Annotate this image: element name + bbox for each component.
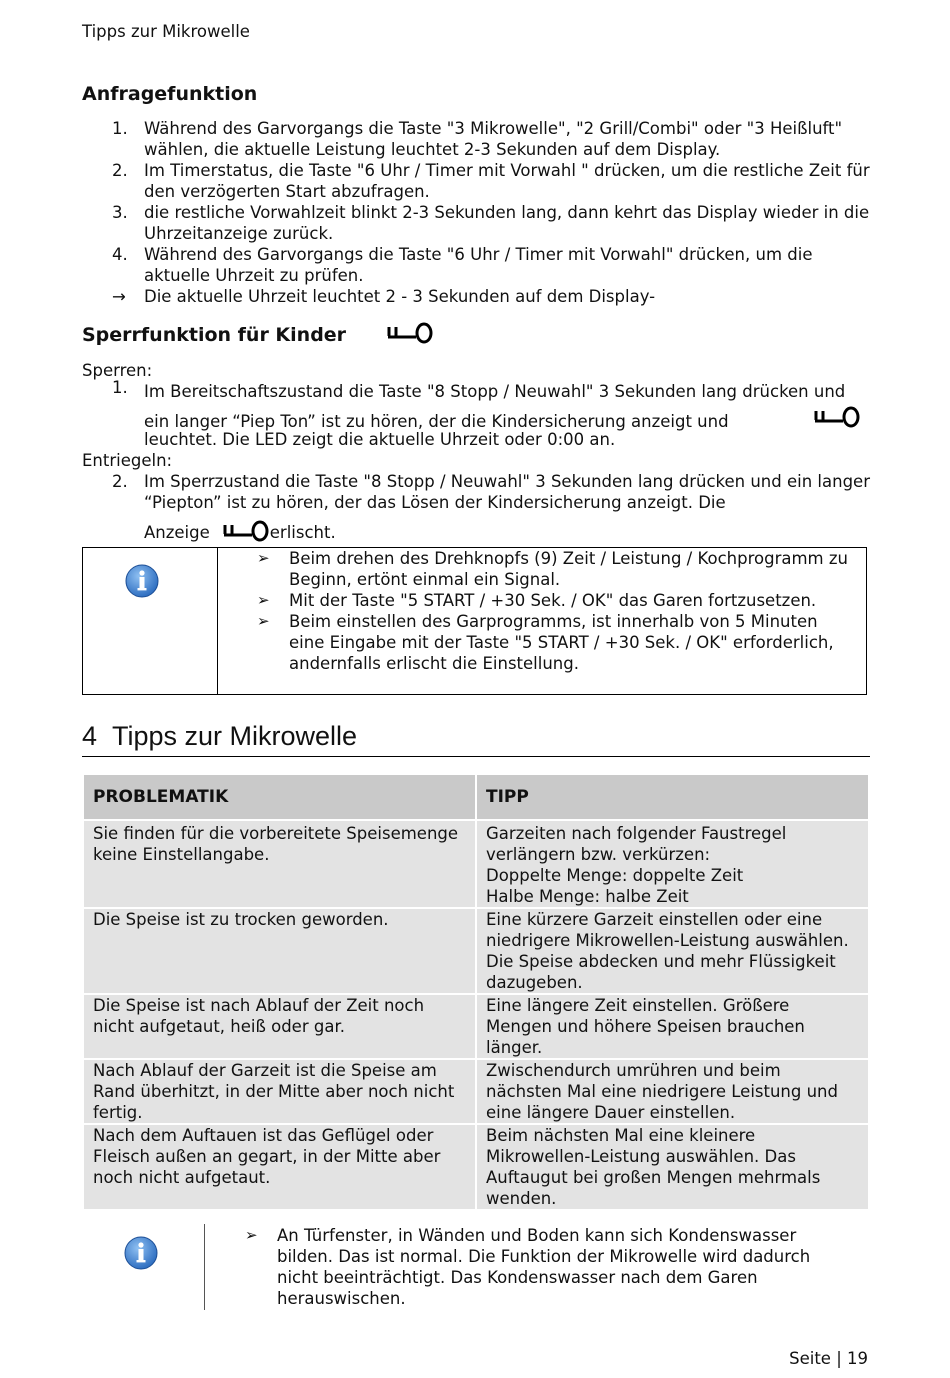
table-header-row [83, 774, 869, 820]
running-header: Tipps zur Mikrowelle [82, 22, 250, 41]
page-number: Seite | 19 [789, 1349, 868, 1368]
arrow-result-line: → Die aktuelle Uhrzeit leuchtet 2 - 3 Sekunden auf dem Display- [112, 287, 656, 306]
chapter-number: 4 [82, 721, 98, 751]
bullet-arrow-icon: ➢ [245, 1226, 258, 1244]
chapter-heading [82, 719, 870, 757]
problem-cell: Nach Ablauf der Garzeit ist die Speise am Rand überhitzt, in der Mitte aber noch nicht fertig. [83, 1059, 476, 1124]
table-row [83, 1124, 869, 1210]
tip-cell: Garzeiten nach folgender Faustregel verlängern bzw. verkürzen: Doppelte Menge: doppelte Zeit Halbe Menge: halbe Zeit [476, 820, 869, 908]
list-item: ➢ Beim einstellen des Garprogramms, ist innerhalb von 5 Minuten eine Eingabe mit der Taste "5 START / +30 Sek. / OK" erforderlich, andernfalls erlischt die Einstellung. [257, 612, 834, 673]
unlock-label: Entriegeln: [82, 451, 173, 470]
cell-divider [204, 1224, 205, 1310]
list-item: 2. Im Timerstatus, die Taste "6 Uhr / Timer mit Vorwahl " drücken, um die restliche Zeit für den verzögerten Start abzufragen. [112, 161, 870, 201]
condensation-note [82, 1224, 868, 1310]
tip-cell: Eine längere Zeit einstellen. Größere Mengen und höhere Speisen brauchen länger. [476, 994, 869, 1059]
list-item: ➢ An Türfenster, in Wänden und Boden kann sich Kondenswasser bilden. Das ist normal. Die Funktion der Mikrowelle wird dadurch nicht beeinträchtigt. Das Kondenswasser nach dem Garen herauswischen. [245, 1226, 811, 1308]
child-lock-section [82, 360, 872, 543]
problem-cell: Die Speise ist nach Ablauf der Zeit noch nicht aufgetaut, heiß oder gar. [83, 994, 476, 1059]
info-bullet-list [257, 548, 852, 674]
child-lock-key-icon [386, 322, 434, 344]
tip-cell: Beim nächsten Mal eine kleinere Mikrowellen-Leistung auswählen. Das Auftaugut bei großen Mengen mehrmals wenden. [476, 1124, 869, 1210]
condensation-bullet-list [245, 1225, 845, 1309]
bullet-arrow-icon: ➢ [257, 591, 270, 609]
problem-cell: Nach dem Auftauen ist das Geflügel oder Fleisch außen an gegart, in der Mitte aber noch nicht aufgetaut. [83, 1124, 476, 1210]
anfrage-steps-list [82, 118, 872, 307]
info-note-box [82, 547, 867, 695]
child-lock-key-icon [222, 520, 270, 542]
table-row [83, 820, 869, 908]
tips-table [82, 773, 870, 1211]
problem-cell: Sie finden für die vorbereitete Speisemenge keine Einstellangabe. [83, 820, 476, 908]
section-title-anfragefunktion: Anfragefunktion [82, 83, 258, 105]
section-title-sperrfunktion: Sperrfunktion für Kinder [82, 324, 347, 346]
list-item: ➢ Mit der Taste "5 START / +30 Sek. / OK" das Garen fortzusetzen. [257, 591, 817, 610]
table-row [83, 994, 869, 1059]
lock-label: Sperren: [82, 361, 153, 380]
chapter-title: Tipps zur Mikrowelle [112, 721, 358, 751]
table-row [83, 908, 869, 994]
cell-divider [217, 548, 218, 694]
bullet-arrow-icon: ➢ [257, 612, 270, 630]
column-header-tip: TIPP [476, 774, 869, 820]
tip-cell: Eine kürzere Garzeit einstellen oder eine niedrigere Mikrowellen-Leistung auswählen. Die Speise abdecken und mehr Flüssigkeit dazugeben. [476, 908, 869, 994]
problem-cell: Die Speise ist zu trocken geworden. [83, 908, 476, 994]
list-item: 1. Im Bereitschaftszustand die Taste "8 Stopp / Neuwahl" 3 Sekunden lang drücken und ein langer “Piep Ton” ist zu hören, der die Kindersicherung anzeigt und leuchtet. Die LED zeigt die aktuelle Uhrzeit oder 0:00 an. [112, 378, 846, 449]
child-lock-key-icon [813, 406, 861, 428]
tip-cell: Zwischendurch umrühren und beim nächsten Mal eine niedrigere Leistung und eine längere Dauer einstellen. [476, 1059, 869, 1124]
list-item: 2. Im Sperrzustand die Taste "8 Stopp / Neuwahl" 3 Sekunden lang drücken und ein langer “Piepton” ist zu hören, der das Lösen der Kindersicherung anzeigt. Die Anzeige erlischt. [112, 472, 870, 542]
info-icon [124, 1236, 158, 1270]
table-row [83, 1059, 869, 1124]
list-item: 3. die restliche Vorwahlzeit blinkt 2-3 Sekunden lang, dann kehrt das Display wieder in die Uhrzeitanzeige zurück. [112, 203, 870, 243]
bullet-arrow-icon: ➢ [257, 549, 270, 567]
column-header-problem: PROBLEMATIK [83, 774, 476, 820]
info-icon [125, 564, 159, 598]
arrow-right-icon: → [112, 287, 126, 306]
list-item: ➢ Beim drehen des Drehknopfs (9) Zeit / Leistung / Kochprogramm zu Beginn, ertönt einmal ein Signal. [257, 549, 848, 589]
list-item: 4. Während des Garvorgangs die Taste "6 Uhr / Timer mit Vorwahl" drücken, um die aktuelle Uhrzeit zu prüfen. [112, 245, 813, 285]
list-item: 1. Während des Garvorgangs die Taste "3 Mikrowelle", "2 Grill/Combi" oder "3 Heißluft" wählen, die aktuelle Leistung leuchtet 2-3 Sekunden auf dem Display. [112, 119, 843, 159]
